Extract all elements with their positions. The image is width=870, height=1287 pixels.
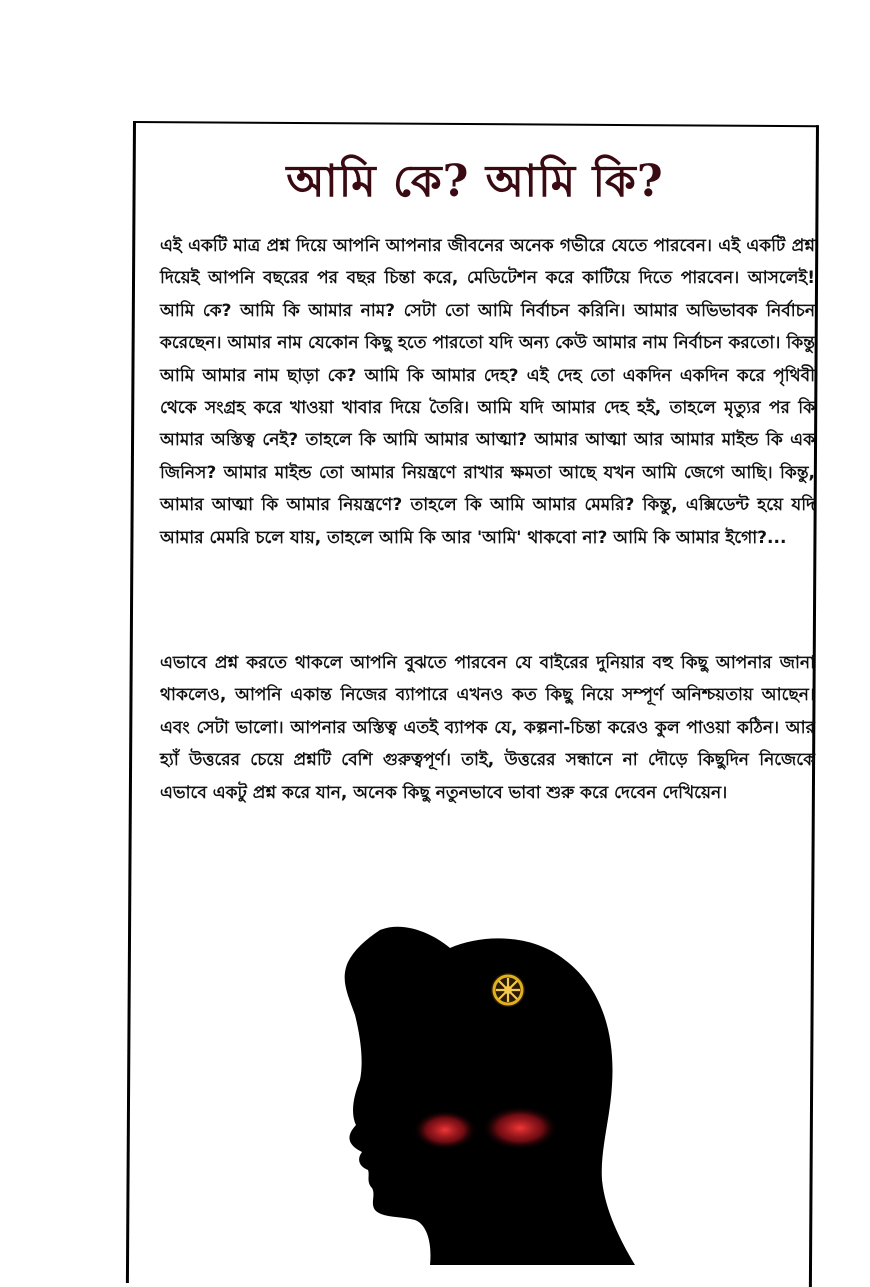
eye-glow (482, 1106, 558, 1150)
chakra-ornament-icon (491, 973, 525, 1007)
body-paragraph: এভাবে প্রশ্ন করতে থাকলে আপনি বুঝতে পারবেন যে বাইরের দুনিয়ার বহু কিছু আপনার জানা থাকলেও, আপনি একান্ত নিজের ব্যাপারে এখনও কত কিছু নিয়ে সম্পূর্ণ অনিশ্চয়তায় আছেন। এবং সেটা ভালো। আপনার অস্তিত্ব এতই ব্যাপক যে, কল্পনা-চিন্তা করেও কুল পাওয়া কঠিন। আর হ্যাঁ উত্তরের চেয়ে প্রশ্নটি বেশি গুরুত্বপূর্ণ। তাই, উত্তরের সন্ধানে না দৌড়ে কিছুদিন নিজেকে এভাবে একটু প্রশ্ন করে যান, অনেক কিছু নতুনভাবে ভাবা শুরু করে দেবেন দেখিয়েন। (160, 653, 815, 803)
head-silhouette-illustration (320, 920, 650, 1265)
head-shape (345, 927, 635, 1265)
eye-glow (413, 1110, 477, 1150)
page-title: আমি কে? আমি কি? (286, 156, 664, 207)
body-paragraph: এই একটি মাত্র প্রশ্ন দিয়ে আপনি আপনার জীবনের অনেক গভীরে যেতে পারবেন। এই একটি প্রশ্ন দিয়েই আপনি বছরের পর বছর চিন্তা করে, মেডিটেশন করে কাটিয়ে দিতে পারবেন। আসলেই! আমি কে? আমি কি আমার নাম? সেটা তো আমি নির্বাচন করিনি। আমার অভিভাবক নির্বাচন করেছেন। আমার নাম যেকোন কিছু হতে পারতো যদি অন্য কেউ আমার নাম নির্বাচন করতো। কিন্তু আমি আমার নাম ছাড়া কে? আমি কি আমার দেহ? এই দেহ তো একদিন একদিন করে পৃথিবী থেকে সংগ্রহ করে খাওয়া খাবার দিয়ে তৈরি। আমি যদি আমার দেহ হই, তাহলে মৃত্যুর পর কি আমার অস্তিত্ব নেই? তাহলে কি আমি আমার আত্মা? আমার আত্মা আর আমার মাইন্ড কি এক জিনিস? আমার মাইন্ড তো আমার নিয়ন্ত্রণে রাখার ক্ষমতা আছে যখন আমি জেগে আছি। কিন্তু, আমার আত্মা কি আমার নিয়ন্ত্রণে? তাহলে কি আমি আমার মেমরি? কিন্তু, এক্সিডেন্ট হয়ে যদি আমার মেমরি চলে যায়, তাহলে আমি কি আর 'আমি' থাকবো না? আমি কি আমার ইগো?... (160, 236, 815, 548)
